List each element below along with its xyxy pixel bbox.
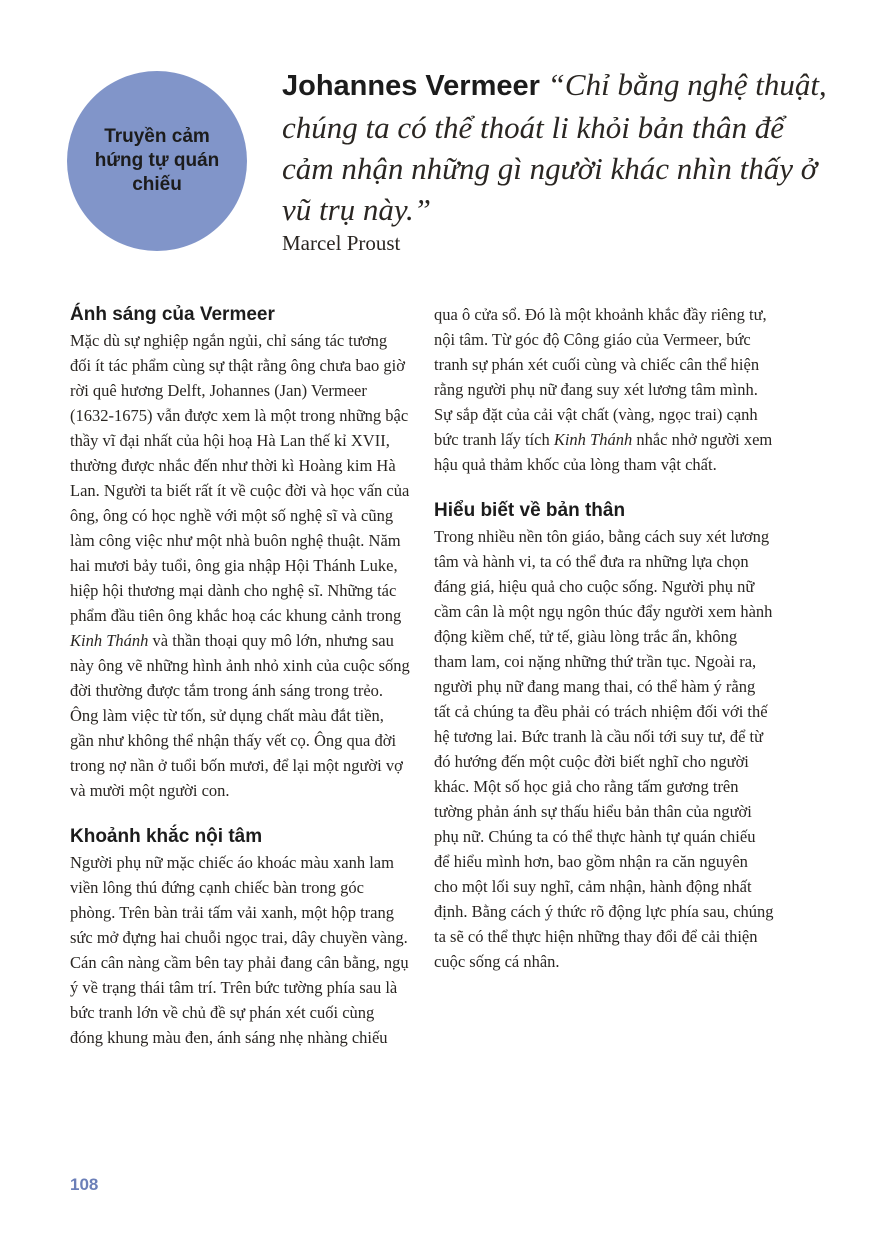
section-moment [70, 824, 410, 1050]
book-title: Kinh Thánh [70, 631, 149, 650]
section-heading: Ánh sáng của Vermeer [70, 304, 275, 325]
page-number: 108 [70, 1175, 99, 1194]
book-title: Kinh Thánh [553, 430, 633, 449]
section-paragraph: Người phụ nữ mặc chiếc áo khoác màu xanh lam viền lông thú đứng cạnh chiếc bàn trong góc phòng. Trên bàn trải tấm vải xanh, một hộp trang sức mở đựng hai chuỗi ngọc trai, dây chuyền vàng. Cán cân nàng cầm bên tay phải đang cân bằng, ngụ ý về trạng thái tâm trí. Trên bức tường phía sau là bức tranh lớn về chủ đề sự phán xét cuối cùng đóng khung màu đen, ánh sáng nhẹ nhàng chiếu [70, 853, 409, 1047]
section-heading: Khoảnh khắc nội tâm [70, 826, 263, 847]
section-self [434, 498, 774, 974]
paragraph-text: nhắc nhở người xem hậu quả thảm khốc của lòng tham vật chất. [434, 430, 773, 474]
topic-badge [67, 71, 247, 251]
section-light [70, 302, 410, 803]
artist-name: Johannes Vermeer [282, 70, 540, 102]
header-quote [282, 64, 842, 230]
paragraph-text: qua ô cửa sổ. Đó là một khoảnh khắc đầy riêng tư, nội tâm. Từ góc độ Công giáo của Vermeer, bức tranh sự phán xét cuối cùng và chiếc cân thể hiện rằng người phụ nữ đang suy xét lương tâm mình. Sự sắp đặt của cải vật chất (vàng, ngọc trai) cạnh bức tranh lấy tích [434, 305, 767, 449]
section-heading: Hiểu biết về bản thân [434, 500, 626, 521]
section-paragraph [70, 328, 410, 803]
section-paragraph-continued [434, 302, 774, 477]
quote-author: Marcel Proust [282, 231, 401, 255]
section-paragraph: Trong nhiều nền tôn giáo, bằng cách suy xét lương tâm và hành vi, ta có thể đưa ra những lựa chọn đáng giá, hiệu quả cho cuộc sống. Người phụ nữ cầm cân là một ngụ ngôn thúc đẩy người xem hành động kiềm chế, tử tế, giàu lòng trắc ẩn, không tham lam, coi nặng những thứ trần tục. Ngoài ra, người phụ nữ đang mang thai, có thể hàm ý rằng tất cả chúng ta đều phải có trách nhiệm đối với thế hệ tương lai. Bức tranh là cầu nối tới suy tư, để từ đó hướng đến một cuộc đời biết nghĩ cho người khác. Một số học giả cho rằng tấm gương trên tường phản ánh sự thấu hiểu bản thân của người phụ nữ. Chúng ta có thể thực hành tự quán chiếu để hiểu mình hơn, bao gồm nhận ra căn nguyên cho một lối suy nghĩ, cảm nhận, hành động nhất định. Bằng cách ý thức rõ động lực phía sau, chúng ta sẽ có thể thực hiện những thay đổi để cải thiện cuộc sống cá nhân. [434, 527, 774, 971]
paragraph-text: và thần thoại quy mô lớn, nhưng sau này ông vẽ những hình ảnh nhỏ xinh của cuộc sống đời thường được tắm trong ánh sáng trong trẻo. Ông làm việc từ tốn, sử dụng chất màu đắt tiền, gần như không thể nhận thấy vết cọ. Ông qua đời trong nợ nần ở tuổi bốn mươi, để lại một người vợ và mười một người con. [70, 631, 410, 800]
right-column [434, 302, 774, 995]
paragraph-text: Mặc dù sự nghiệp ngắn ngủi, chỉ sáng tác tương đối ít tác phẩm cùng sự thật rằng ông chưa bao giờ rời quê hương Delft, Johannes (Jan) Vermeer (1632-1675) vẫn được xem là một trong những bậc thầy vĩ đại nhất của hội hoạ Hà Lan thế kỉ XVII, thường được nhắc đến như thời kì Hoàng kim Hà Lan. Người ta biết rất ít về cuộc đời và học vấn của ông, ông có học nghề với một số nghệ sĩ và cũng làm công việc như một nhà buôn nghệ thuật. Năm hai mươi bảy tuổi, ông gia nhập Hội Thánh Luke, hiệp hội thương mại dành cho nghệ sĩ. Những tác phẩm đầu tiên ông khắc hoạ các khung cảnh trong [70, 331, 410, 625]
quote-text: “Chỉ bằng nghệ thuật, chúng ta có thể thoát li khỏi bản thân để cảm nhận những gì người khác nhìn thấy ở vũ trụ này.” [282, 67, 827, 227]
left-column [70, 302, 410, 1071]
topic-badge-label: Truyền cảm hứng tự quán chiếu [94, 126, 220, 195]
